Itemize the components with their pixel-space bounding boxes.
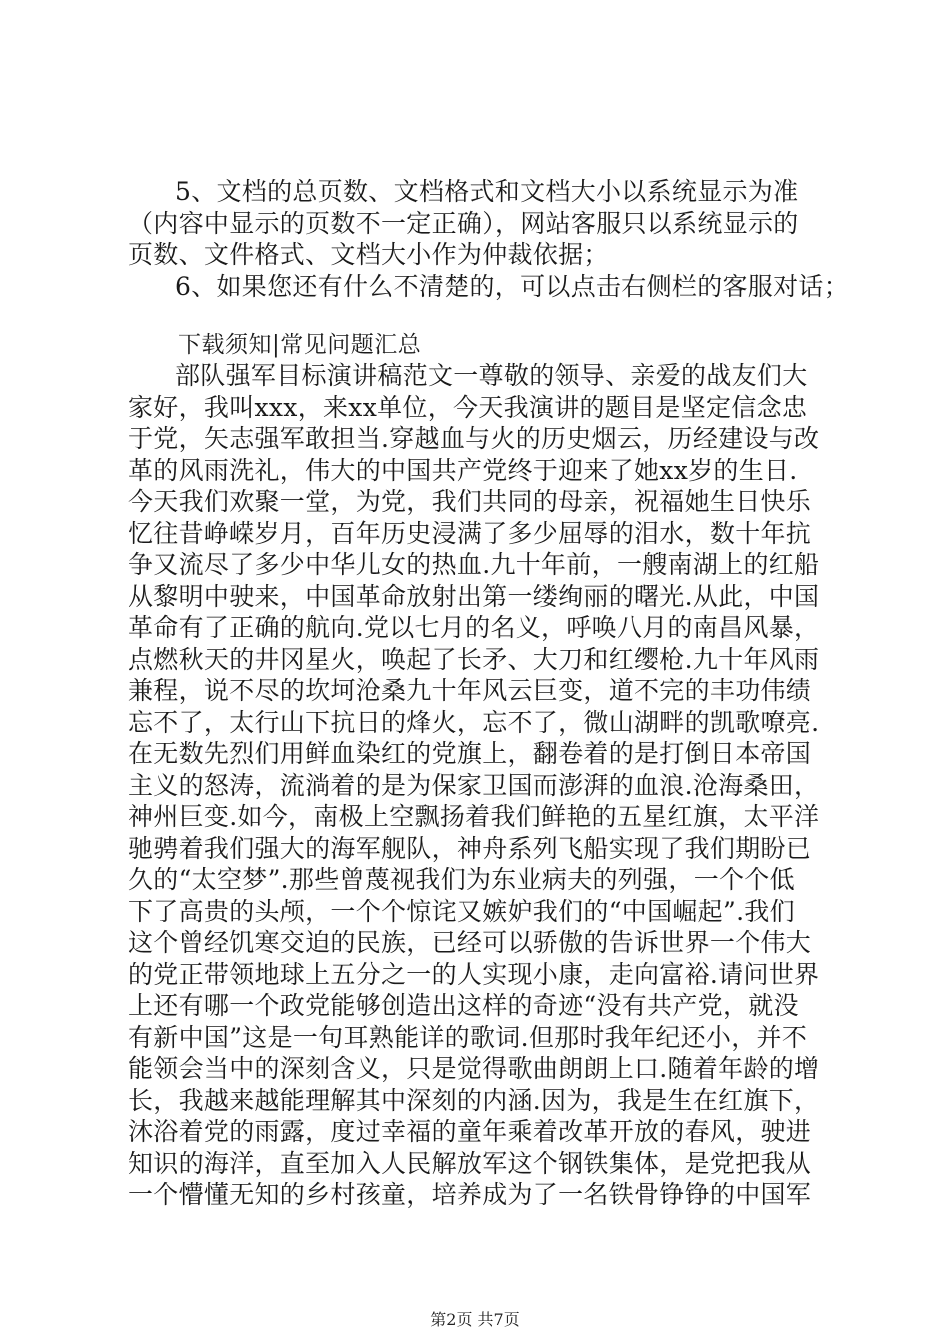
body-line: 今天我们欢聚一堂，为党，我们共同的母亲，祝福她生日快乐 xyxy=(128,487,812,516)
body-line: 驰骋着我们强大的海军舰队，神舟系列飞船实现了我们期盼已 xyxy=(128,833,812,863)
body-line: 革命有了正确的航向.党以七月的名义，呼唤八月的南昌风暴， xyxy=(128,613,820,642)
body-line: 点燃秋天的井冈星火，唤起了长矛、大刀和红缨枪.九十年风雨 xyxy=(128,644,820,674)
body-line: 忆往昔峥嵘岁月，百年历史浸满了多少屈辱的泪水，数十年抗 xyxy=(128,518,812,548)
body-line: 神州巨变.如今，南极上空飘扬着我们鲜艳的五星红旗，太平洋 xyxy=(128,802,820,831)
notice-line: 5、文档的总页数、文档格式和文档大小以系统显示为准 xyxy=(175,177,799,206)
body-line: 兼程，说不尽的坎坷沧桑九十年风云巨变，道不完的丰功伟绩 xyxy=(128,676,812,705)
body-line: 于党，矢志强军敢担当.穿越血与火的历史烟云，历经建设与改 xyxy=(128,424,820,453)
body-line: 这个曾经饥寒交迫的民族，已经可以骄傲的告诉世界一个伟大 xyxy=(128,928,812,957)
body-line: 忘不了，太行山下抗日的烽火，忘不了，微山湖畔的凯歌嘹亮. xyxy=(128,707,820,737)
body-line: 家好，我叫xxx，来xx单位，今天我演讲的题目是坚定信念忠 xyxy=(128,392,808,422)
section-heading: 下载须知|常见问题汇总 xyxy=(178,332,422,358)
body-line: 沐浴着党的雨露，度过幸福的童年乘着改革开放的春风，驶进 xyxy=(128,1117,812,1146)
body-line: 上还有哪一个政党能够创造出这样的奇迹“没有共产党，就没 xyxy=(128,991,799,1020)
body-line: 的党正带领地球上五分之一的人实现小康，走向富裕.请问世界 xyxy=(128,959,820,989)
body-line: 有新中国”这是一句耳熟能详的歌词.但那时我年纪还小，并不 xyxy=(128,1022,808,1052)
body-line: 在无数先烈们用鲜血染红的党旗上，翻卷着的是打倒日本帝国 xyxy=(128,739,812,768)
body-line: 知识的海洋，直至加入人民解放军这个钢铁集体，是党把我从 xyxy=(128,1148,812,1178)
body-line: 久的“太空梦”.那些曾蔑视我们为东业病夫的列强，一个个低 xyxy=(128,865,795,894)
body-line: 部队强军目标演讲稿范文一尊敬的领导、亲爱的战友们大 xyxy=(175,361,808,390)
body-line: 从黎明中驶来，中国革命放射出第一缕绚丽的曙光.从此，中国 xyxy=(128,581,820,611)
body-line: 争又流尽了多少中华儿女的热血.九十年前，一艘南湖上的红船 xyxy=(128,550,820,579)
body-line: 长，我越来越能理解其中深刻的内涵.因为，我是生在红旗下， xyxy=(128,1085,820,1115)
body-line: 一个懵懂无知的乡村孩童，培养成为了一名铁骨铮铮的中国军 xyxy=(128,1180,812,1209)
speech-body xyxy=(128,360,838,1211)
page-number-footer: 第2页 共7页 xyxy=(430,1310,520,1329)
download-notice xyxy=(128,176,850,302)
body-line: 革的风雨洗礼，伟大的中国共产党终于迎来了她xx岁的生日. xyxy=(128,455,798,485)
body-line: 主义的怒涛，流淌着的是为保家卫国而澎湃的血浪.沧海桑田， xyxy=(128,770,820,800)
notice-line: （内容中显示的页数不一定正确），网站客服只以系统显示的 xyxy=(128,208,799,238)
notice-line: 6、如果您还有什么不清楚的，可以点击右侧栏的客服对话； xyxy=(175,271,850,301)
body-line: 能领会当中的深刻含义，只是觉得歌曲朗朗上口.随着年龄的增 xyxy=(128,1054,820,1083)
body-line: 下了高贵的头颅，一个个惊诧又嫉妒我们的“中国崛起”.我们 xyxy=(128,896,795,926)
notice-line: 页数、文件格式、文档大小作为仲裁依据； xyxy=(128,240,609,269)
